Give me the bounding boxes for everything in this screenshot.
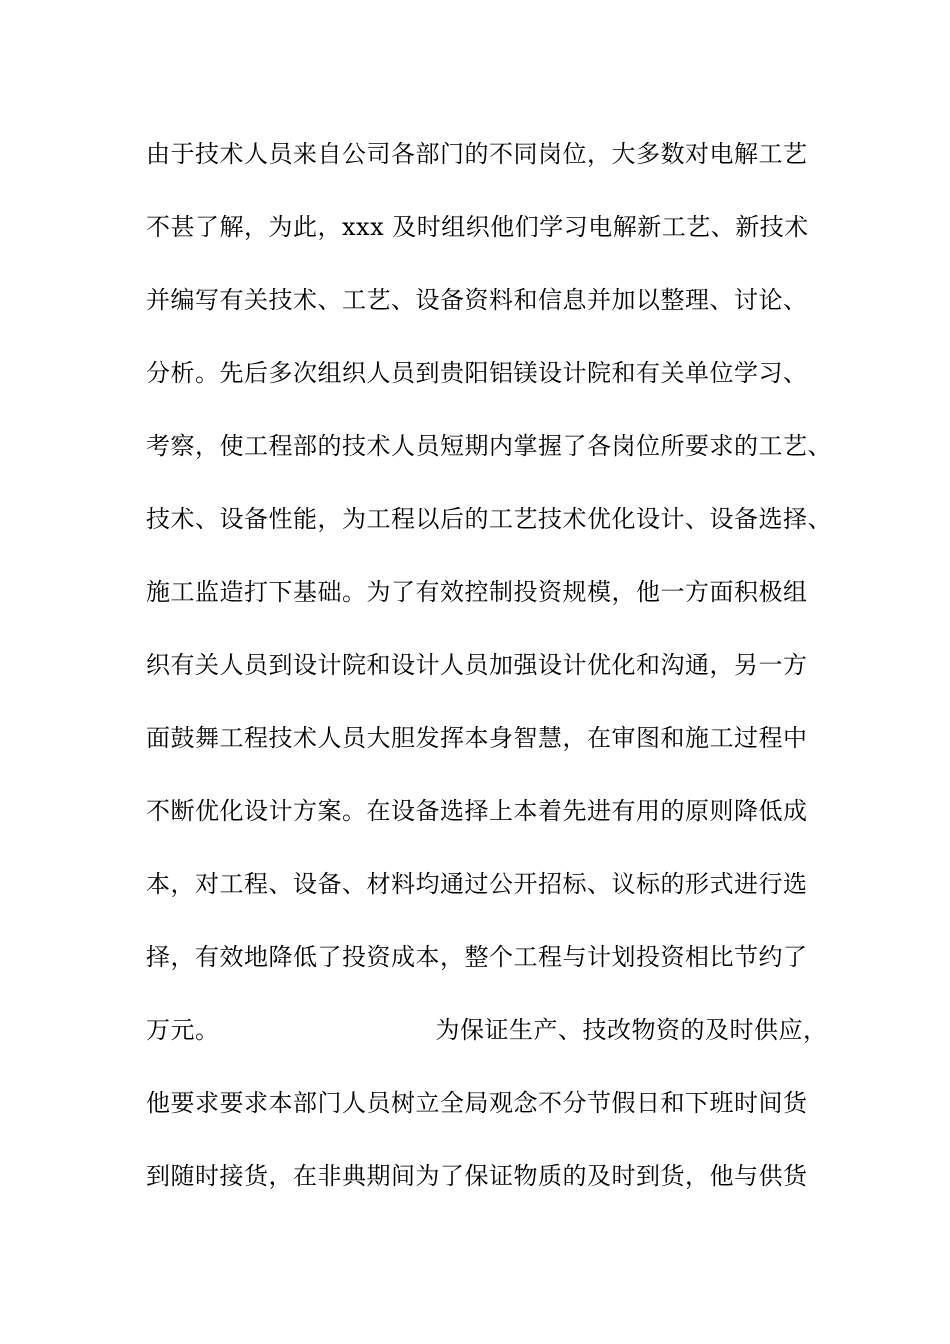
paragraph-line: 面鼓舞工程技术人员大胆发挥本身智慧，在审图和施工过程中: [146, 724, 808, 752]
paragraph-line: 择，有效地降低了投资成本，整个工程与计划投资相比节约了: [146, 943, 808, 971]
paragraph-line-start: 万元。: [146, 1016, 220, 1044]
paragraph-line-end: 为保证生产、技改物资的及时供应，: [435, 1016, 828, 1044]
paragraph-line: 他要求要求本部门人员树立全局观念不分节假日和下班时间货: [146, 1089, 808, 1117]
paragraph-line: 不甚了解，为此，xxx 及时组织他们学习电解新工艺、新技术: [146, 213, 809, 241]
paragraph-line-split: [146, 1015, 828, 1045]
paragraph-line: 施工监造打下基础。为了有效控制投资规模，他一方面积极组: [146, 578, 808, 606]
paragraph-line: 织有关人员到设计院和设计人员加强设计优化和沟通，另一方: [146, 651, 808, 679]
paragraph-line: 并编写有关技术、工艺、设备资料和信息并加以整理、讨论、: [146, 286, 808, 314]
paragraph-line: 考察，使工程部的技术人员短期内掌握了各岗位所要求的工艺、: [146, 432, 832, 460]
paragraph-line: 到随时接货，在非典期间为了保证物质的及时到货，他与供货: [146, 1162, 808, 1190]
paragraph-line: 本，对工程、设备、材料均通过公开招标、议标的形式进行选: [146, 870, 808, 898]
paragraph-line: 技术、设备性能，为工程以后的工艺技术优化设计、设备选择、: [146, 505, 832, 533]
paragraph-line: 分析。先后多次组织人员到贵阳铝镁设计院和有关单位学习、: [146, 359, 808, 387]
paragraph-line: 不断优化设计方案。在设备选择上本着先进有用的原则降低成: [146, 797, 808, 825]
paragraph-line: 由于技术人员来自公司各部门的不同岗位，大多数对电解工艺: [146, 140, 808, 168]
